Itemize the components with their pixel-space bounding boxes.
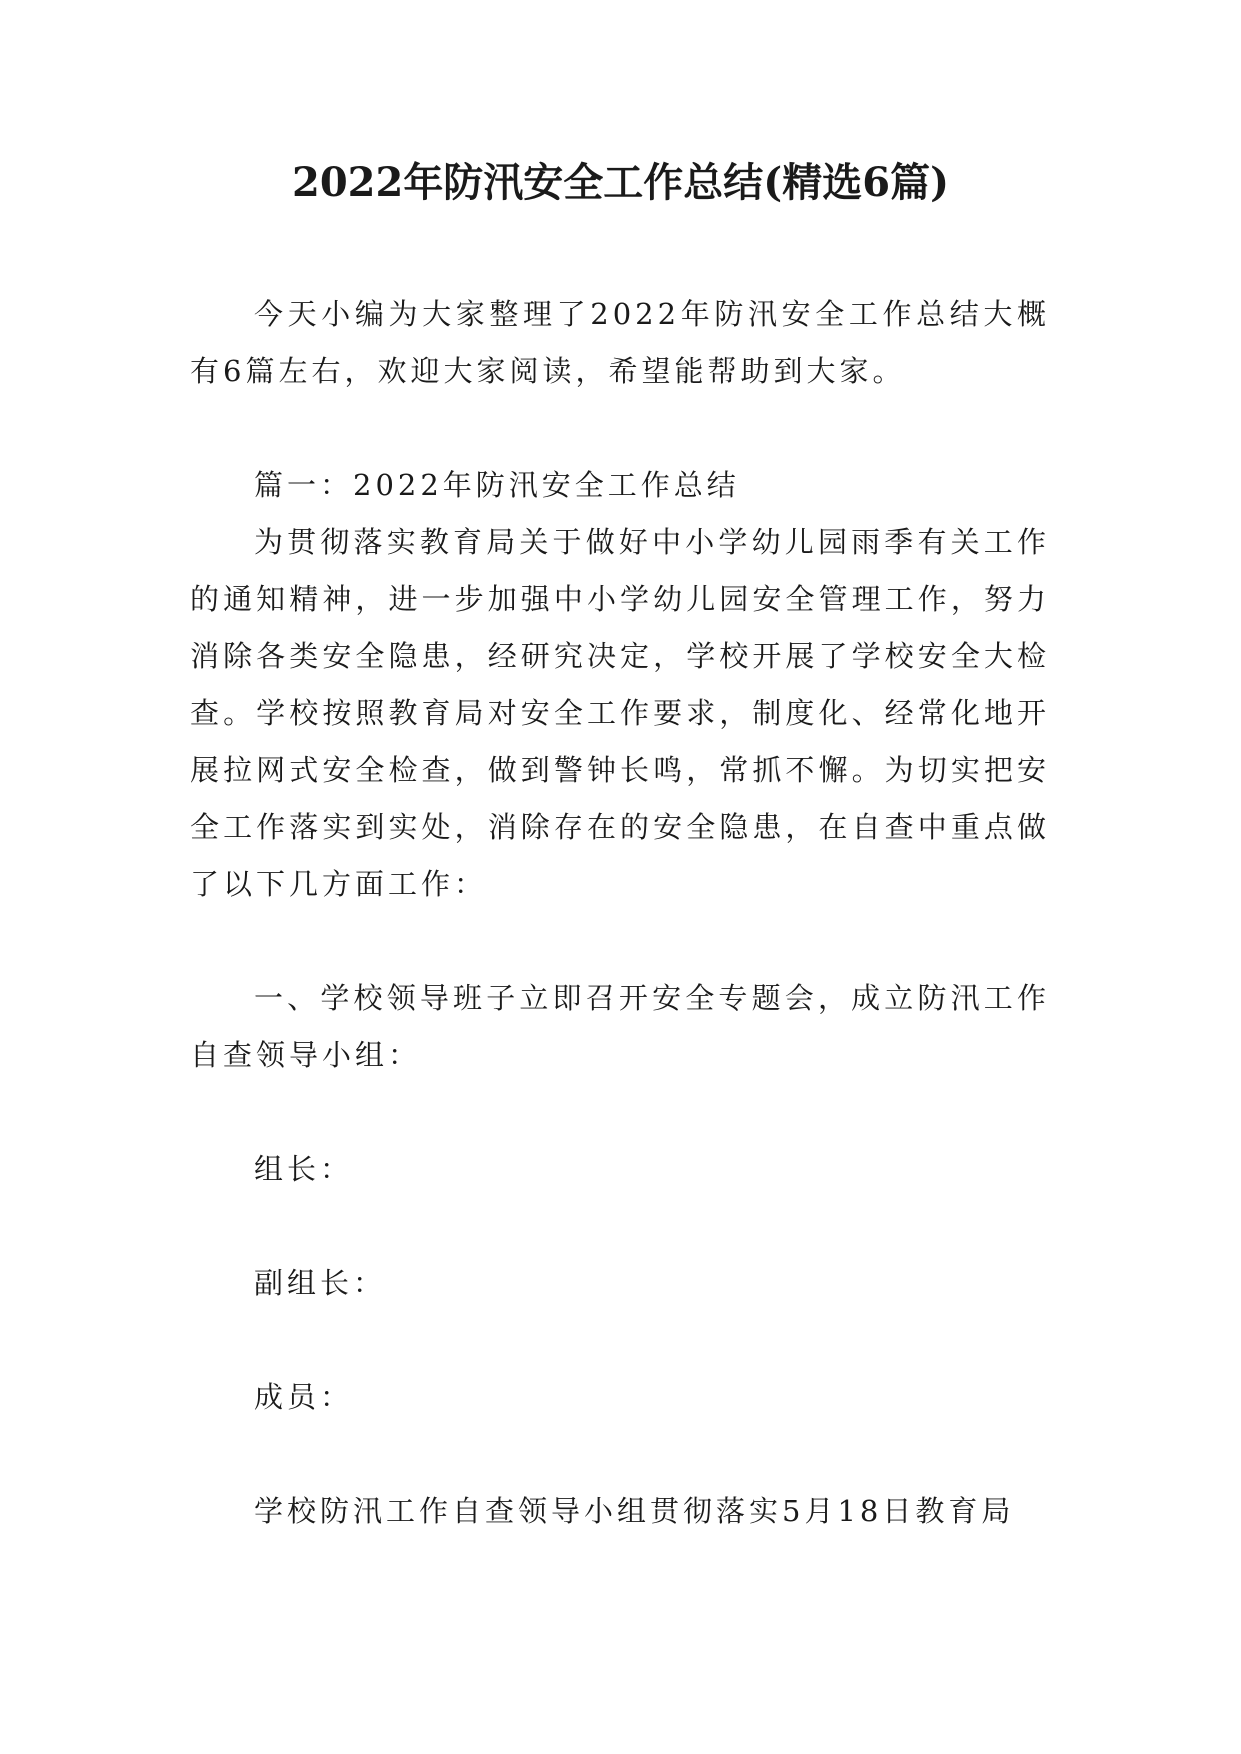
section-heading: 篇一：2022年防汛安全工作总结 bbox=[254, 468, 740, 502]
body-paragraph: 为贯彻落实教育局关于做好中小学幼儿园雨季有关工作的通知精神，进一步加强中小学幼儿园安全管理工作，努力消除各类安全隐患，经研究决定，学校开展了学校安全大检查。学校按照教育局对安全工作要求，制度化、经常化地开展拉网式安全检查，做到警钟长鸣，常抓不懈。为切实把安全工作落实到实处，消除存在的安全隐患，在自查中重点做了以下几方面工作： bbox=[190, 525, 1050, 901]
document-body bbox=[190, 286, 1050, 1540]
deputy-leader-line: 副组长： bbox=[254, 1266, 387, 1300]
intro-paragraph: 今天小编为大家整理了2022年防汛安全工作总结大概有6篇左右，欢迎大家阅读，希望能帮助到大家。 bbox=[190, 297, 1050, 388]
body-paragraph: 学校防汛工作自查领导小组贯彻落实5月18日教育局 bbox=[254, 1494, 1015, 1528]
members-line: 成员： bbox=[254, 1380, 354, 1414]
body-paragraph: 一、学校领导班子立即召开安全专题会，成立防汛工作自查领导小组： bbox=[190, 981, 1050, 1072]
document-title: 2022年防汛安全工作总结(精选6篇) bbox=[291, 159, 949, 206]
leader-line: 组长： bbox=[254, 1152, 354, 1186]
